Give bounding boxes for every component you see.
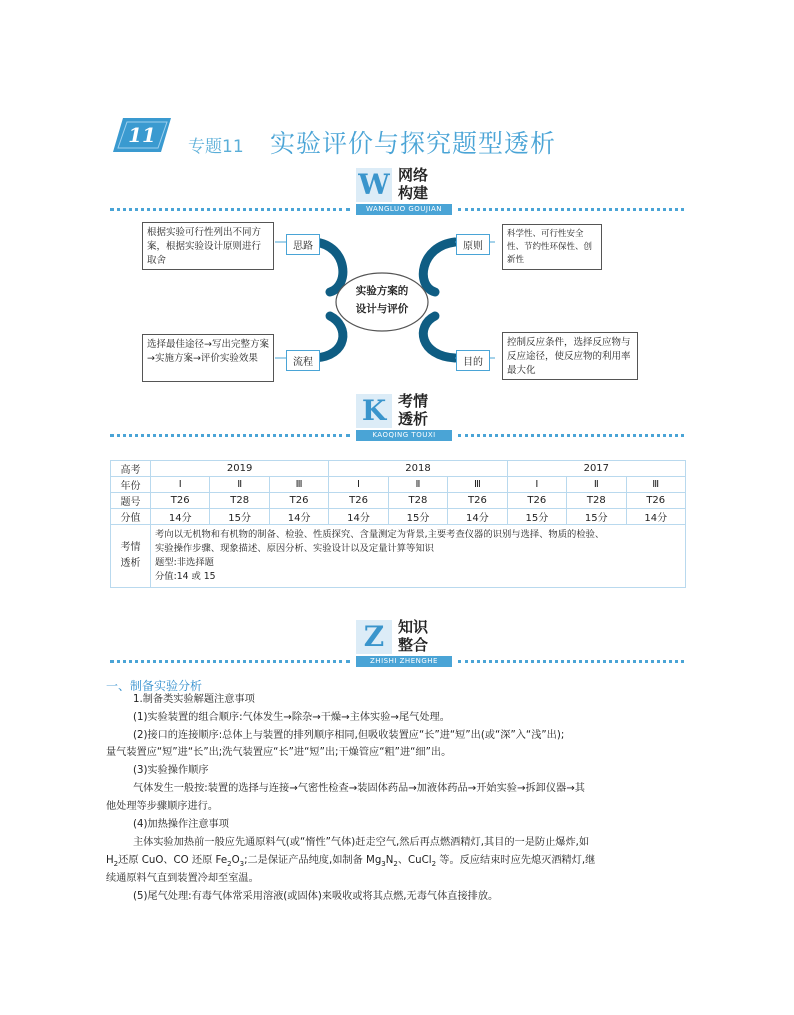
table-cell: 2019 [151,461,329,477]
table-cell: 14分 [151,509,210,525]
section-kaoqing [0,394,794,446]
table-cell: T26 [269,493,328,509]
table-row [111,493,686,509]
section-pinyin: KAOQING TOUXI [356,430,452,441]
table-cell: 2017 [507,461,685,477]
table-cell: Ⅰ [329,477,388,493]
principle-label: 原则 [456,234,490,255]
section-letter-icon: W [356,168,392,202]
table-cell: T26 [626,493,686,509]
table-cell: T26 [329,493,388,509]
section-zhishi [0,620,794,672]
table-cell: 14分 [329,509,388,525]
process-box: 选择最佳途径→写出完整方案→实施方案→评价实验效果 [142,334,274,382]
paragraph: 主体实验加热前一般应先通原料气(或“惰性”气体)赶走空气,然后再点燃酒精灯,其目的一是防止爆炸,如 [133,837,590,848]
table-cell: 15分 [507,509,566,525]
table-cell: Ⅲ [448,477,507,493]
paragraph: 量气装置应“短”进“长”出;洗气装置应“长”进“短”出;干燥管应“粗”进“细”出。 [106,747,452,758]
table-cell: T26 [151,493,210,509]
thought-label: 思路 [286,234,320,255]
badge-number: 11 [128,123,156,147]
analysis-cell: 考向以无机物和有机物的制备、检验、性质探究、含量测定为背景,主要考查仪器的识别与选择、物质的检验、 实验操作步骤、现象描述、原因分析、实验设计以及定量计算等知识 题型:非选择题 分值:14 或 15 [151,525,686,588]
table-row [111,461,686,477]
paragraph: $H_2$还原 CuO、CO 还原 $Fe_2O_3$;二是保证产品纯度,如制备 $Mg_3N_2$、CuCl$_2$ 等。反应结束时应先熄灭酒精灯,继 [106,855,596,869]
section-title: 知识 整合 [398,618,429,654]
paragraph: (4)加热操作注意事项 [133,819,229,830]
paragraph: 气体发生一般按:装置的选择与连接→气密性检查→装固体药品→加液体药品→开始实验→拆卸仪器→其 [133,783,585,794]
table-cell: Ⅰ [507,477,566,493]
purpose-label: 目的 [456,350,490,371]
center-node: 实验方案的 设计与评价 [355,285,409,315]
purpose-box: 控制反应条件，选择反应物与反应途径，使反应物的利用率最大化 [502,332,638,380]
table-cell: 高考 [111,461,151,477]
paragraph: (1)实验装置的组合顺序:气体发生→除杂→干燥→主体实验→尾气处理。 [133,712,450,723]
chapter-badge-icon [113,118,171,152]
section-heading: 一、制备实验分析 [106,679,203,693]
paragraph: 续通原料气直到装置冷却至室温。 [106,873,259,884]
table-cell: Ⅱ [567,477,626,493]
thought-box: 根据实验可行性列出不同方案，根据实验设计原则进行取舍 [142,222,274,270]
section-title: 考情 透析 [398,392,429,428]
section-pinyin: ZHISHI ZHENGHE [356,656,452,667]
table-cell: 15分 [567,509,626,525]
section-title: 网络 构建 [398,166,429,202]
paragraph: 他处理等步骤顺序进行。 [106,801,219,812]
paragraph: (3)实验操作顺序 [133,765,209,776]
divider [458,208,684,211]
chapter-label: 专题11 [188,137,244,157]
table-cell: Ⅰ [151,477,210,493]
table-cell: 14分 [626,509,686,525]
principle-box: 科学性、可行性安全性、节约性环保性、创新性 [502,224,602,270]
divider [110,660,350,663]
exam-table [110,460,686,588]
table-cell: T28 [567,493,626,509]
section-network [0,168,794,220]
divider [458,660,684,663]
table-cell: Ⅲ [626,477,686,493]
section-letter-icon: Z [356,620,392,654]
table-cell: 年份 [111,477,151,493]
table-cell: Ⅱ [388,477,447,493]
table-cell: T26 [507,493,566,509]
table-cell: 15分 [388,509,447,525]
paragraph: (2)接口的连接顺序:总体上与装置的排列顺序相同,但吸收装置应“长”进“短”出(或“深”入“浅”出); [133,730,565,741]
table-cell: Ⅲ [269,477,328,493]
table-cell: 14分 [269,509,328,525]
table-cell: 分值 [111,509,151,525]
table-cell: 14分 [448,509,507,525]
section-pinyin: WANGLUO GOUJIAN [356,204,452,215]
divider [110,208,350,211]
table-row [111,525,686,588]
table-cell: 考情 透析 [111,525,151,588]
divider [458,434,684,437]
table-cell: T28 [388,493,447,509]
table-cell: Ⅱ [210,477,269,493]
paragraph: (5)尾气处理:有毒气体常采用溶液(或固体)来吸收或将其点燃,无毒气体直接排放。 [133,891,499,902]
table-cell: 题号 [111,493,151,509]
table-cell: T26 [448,493,507,509]
mind-map [110,216,684,386]
table-cell: T28 [210,493,269,509]
section-letter-icon: K [356,394,392,428]
table-row [111,477,686,493]
table-cell: 2018 [329,461,507,477]
table-row [111,509,686,525]
page-title: 实验评价与探究题型透析 [270,129,557,158]
paragraph: 1.制备类实验解题注意事项 [133,694,255,705]
table-cell: 15分 [210,509,269,525]
process-label: 流程 [286,350,320,371]
divider [110,434,350,437]
